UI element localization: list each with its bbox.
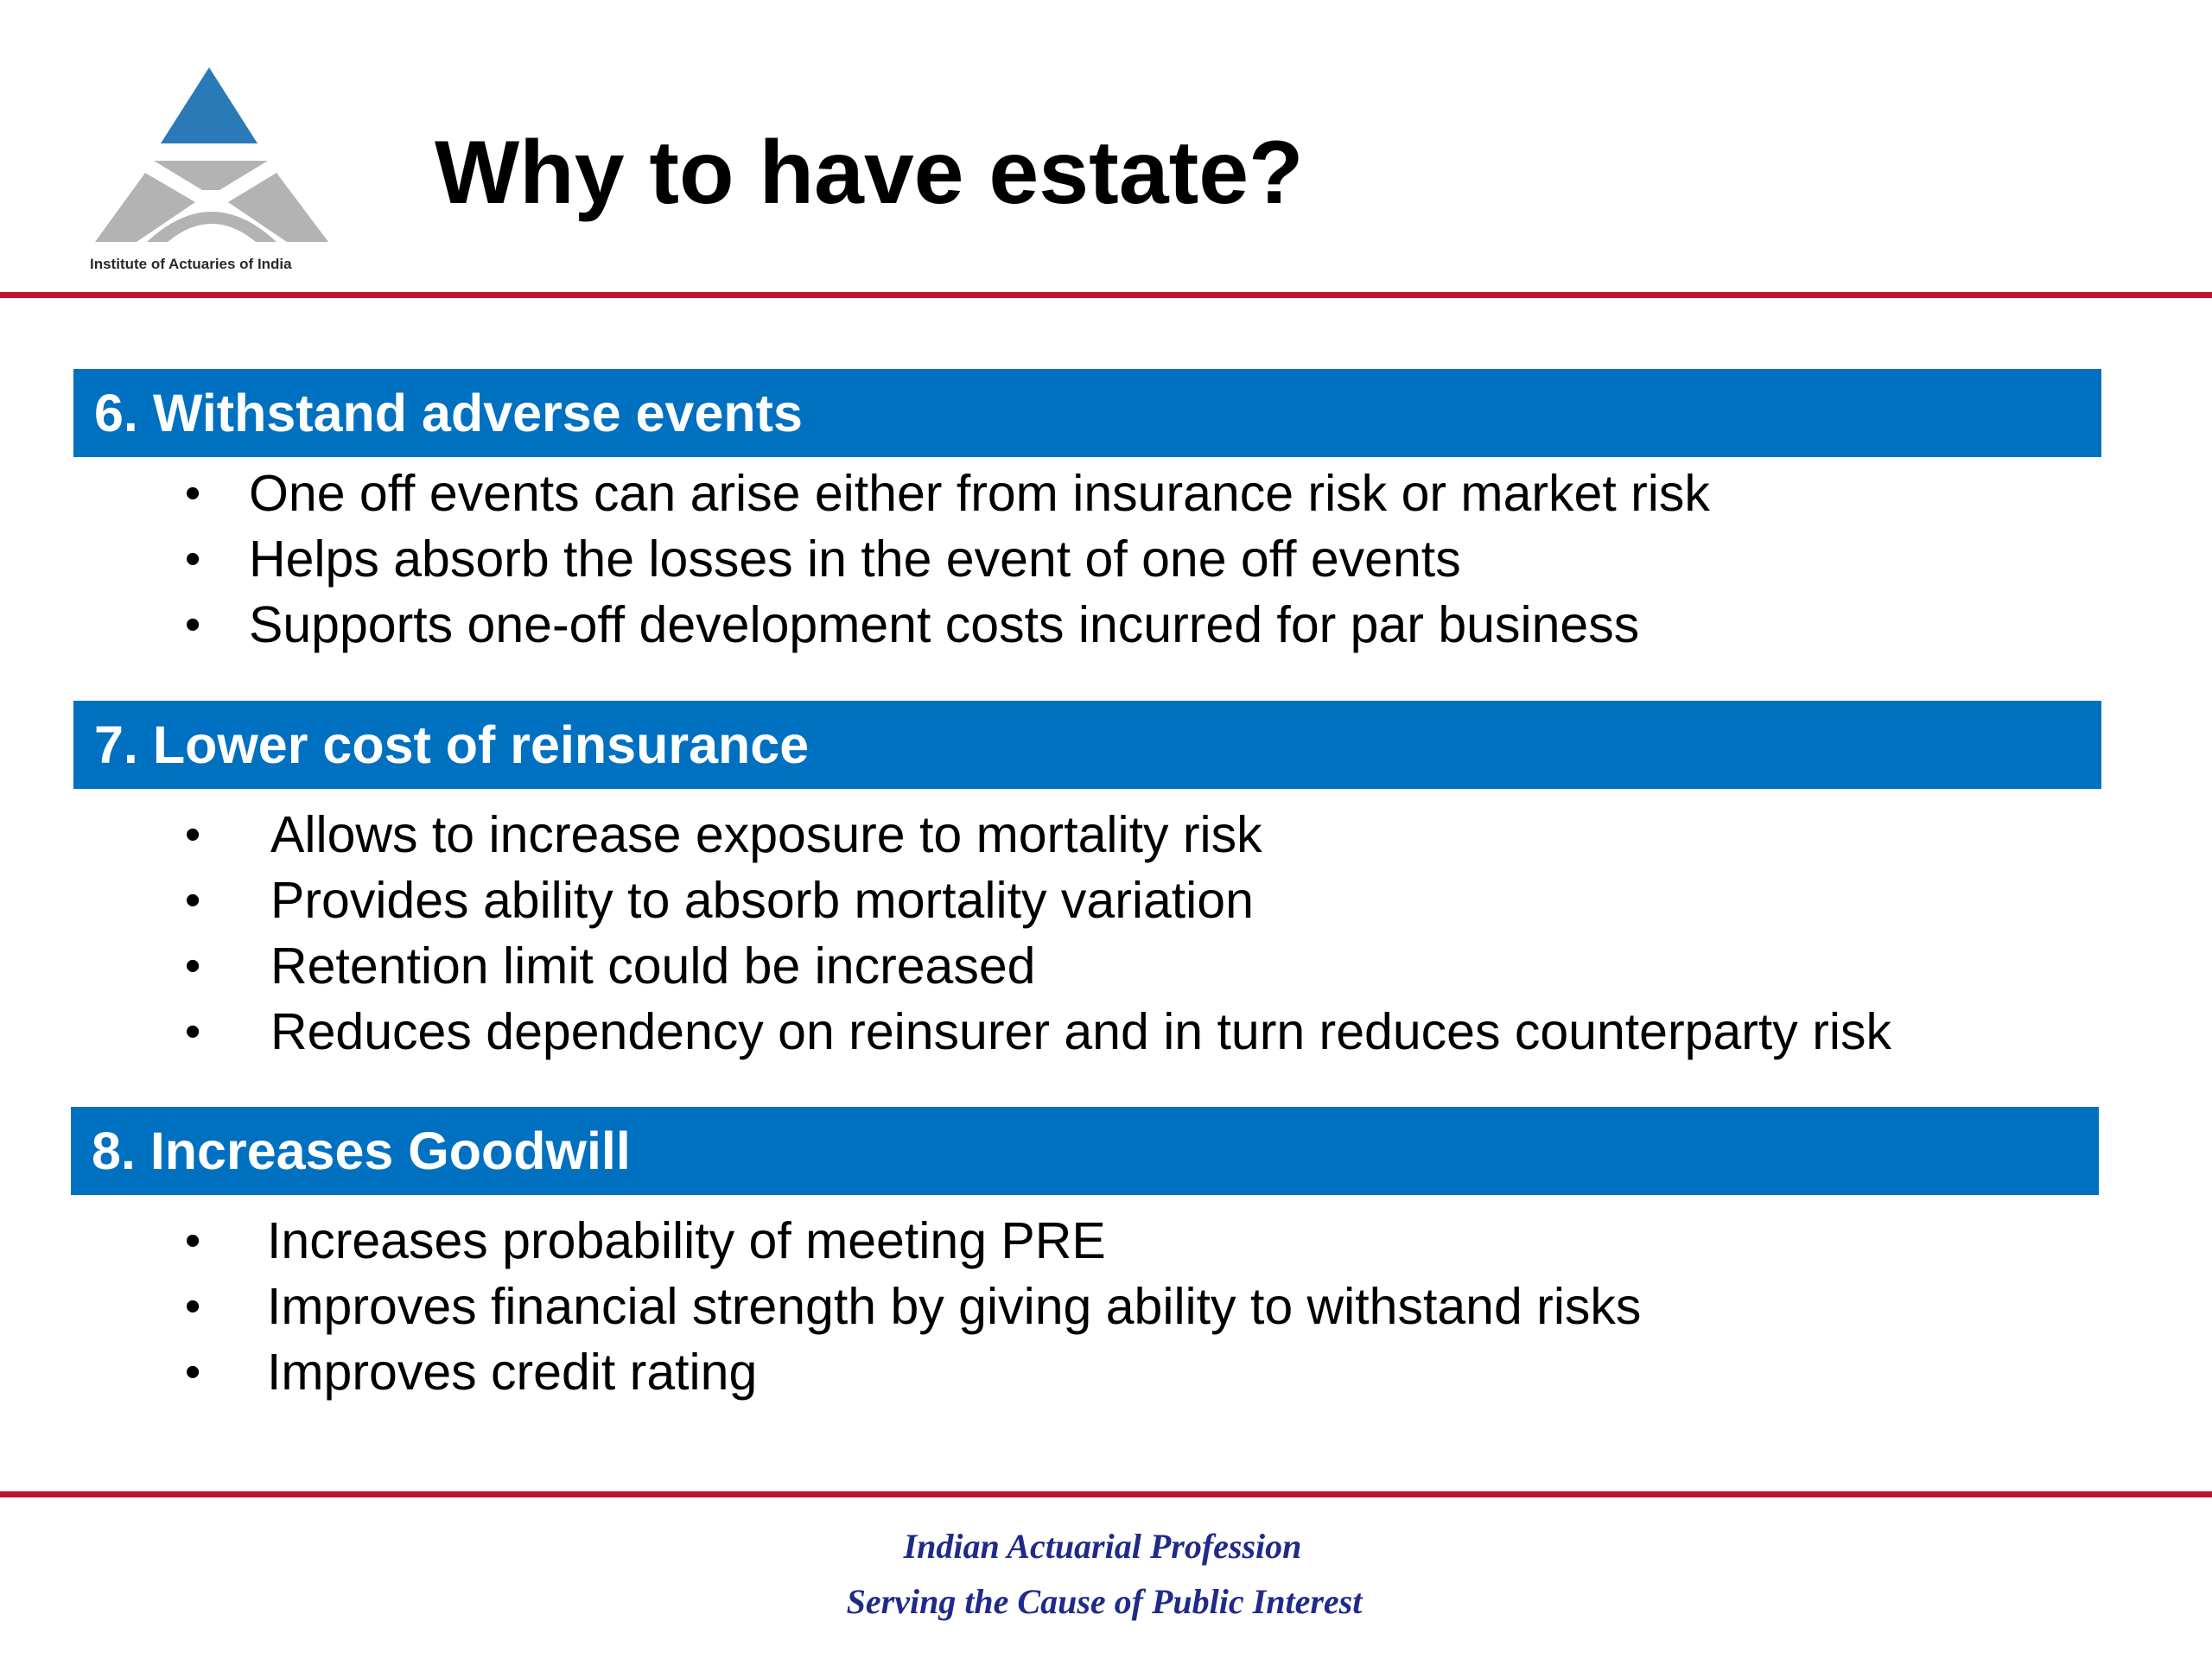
institute-logo xyxy=(86,60,337,285)
bullet-icon: • xyxy=(185,1007,201,1057)
bullet-icon: • xyxy=(185,941,201,991)
section-heading: 8. Increases Goodwill xyxy=(92,1122,631,1180)
section-header-withstand xyxy=(73,369,2101,457)
logo-upper-band xyxy=(154,161,268,190)
list-item xyxy=(185,868,1891,933)
slide-title: Why to have estate? xyxy=(435,123,1304,223)
footer-profession: Indian Actuarial Profession xyxy=(903,1527,1302,1566)
logo-caption: Institute of Actuaries of India xyxy=(90,256,292,272)
bullet-text: Helps absorb the losses in the event of one off events xyxy=(249,531,1461,588)
bullet-icon: • xyxy=(185,534,201,584)
footer-divider xyxy=(0,1491,2212,1497)
bullet-icon: • xyxy=(185,1216,201,1266)
bullet-icon: • xyxy=(185,875,201,925)
bullet-text: Allows to increase exposure to mortality risk xyxy=(270,806,1262,863)
bullet-icon: • xyxy=(185,810,201,860)
bullet-text: Improves credit rating xyxy=(267,1344,758,1401)
bullet-text: Provides ability to absorb mortality variation xyxy=(270,872,1254,929)
bullet-text: Reduces dependency on reinsurer and in turn reduces counterparty risk xyxy=(270,1003,1891,1060)
bullet-text: One off events can arise either from insurance risk or market risk xyxy=(249,465,1710,522)
bullet-icon: • xyxy=(185,468,201,518)
logo-emblem-icon xyxy=(86,60,337,259)
section-header-reinsurance xyxy=(73,701,2101,789)
list-item xyxy=(185,1274,1641,1339)
section-bullets-goodwill xyxy=(185,1208,1641,1405)
list-item xyxy=(185,933,1891,999)
list-item xyxy=(185,1208,1641,1274)
bullet-icon: • xyxy=(185,1281,201,1332)
section-header-goodwill xyxy=(71,1107,2099,1195)
bullet-text: Supports one-off development costs incurred for par business xyxy=(249,596,1640,653)
section-heading: 7. Lower cost of reinsurance xyxy=(94,715,810,774)
footer-tagline: Serving the Cause of Public Interest xyxy=(846,1582,1363,1621)
list-item xyxy=(185,592,1710,658)
list-item xyxy=(185,802,1891,868)
section-bullets-withstand xyxy=(185,461,1710,658)
bullet-text: Retention limit could be increased xyxy=(270,938,1036,995)
list-item xyxy=(185,526,1710,592)
bullet-icon: • xyxy=(185,600,201,650)
list-item xyxy=(185,1339,1641,1405)
header-divider xyxy=(0,292,2212,298)
list-item xyxy=(185,999,1891,1065)
section-bullets-reinsurance xyxy=(185,802,1891,1065)
bullet-text: Improves financial strength by giving ability to withstand risks xyxy=(267,1278,1642,1335)
bullet-icon: • xyxy=(185,1347,201,1397)
bullet-text: Increases probability of meeting PRE xyxy=(267,1212,1106,1269)
list-item xyxy=(185,461,1710,526)
section-heading: 6. Withstand adverse events xyxy=(94,384,803,442)
logo-top-triangle xyxy=(161,67,257,143)
